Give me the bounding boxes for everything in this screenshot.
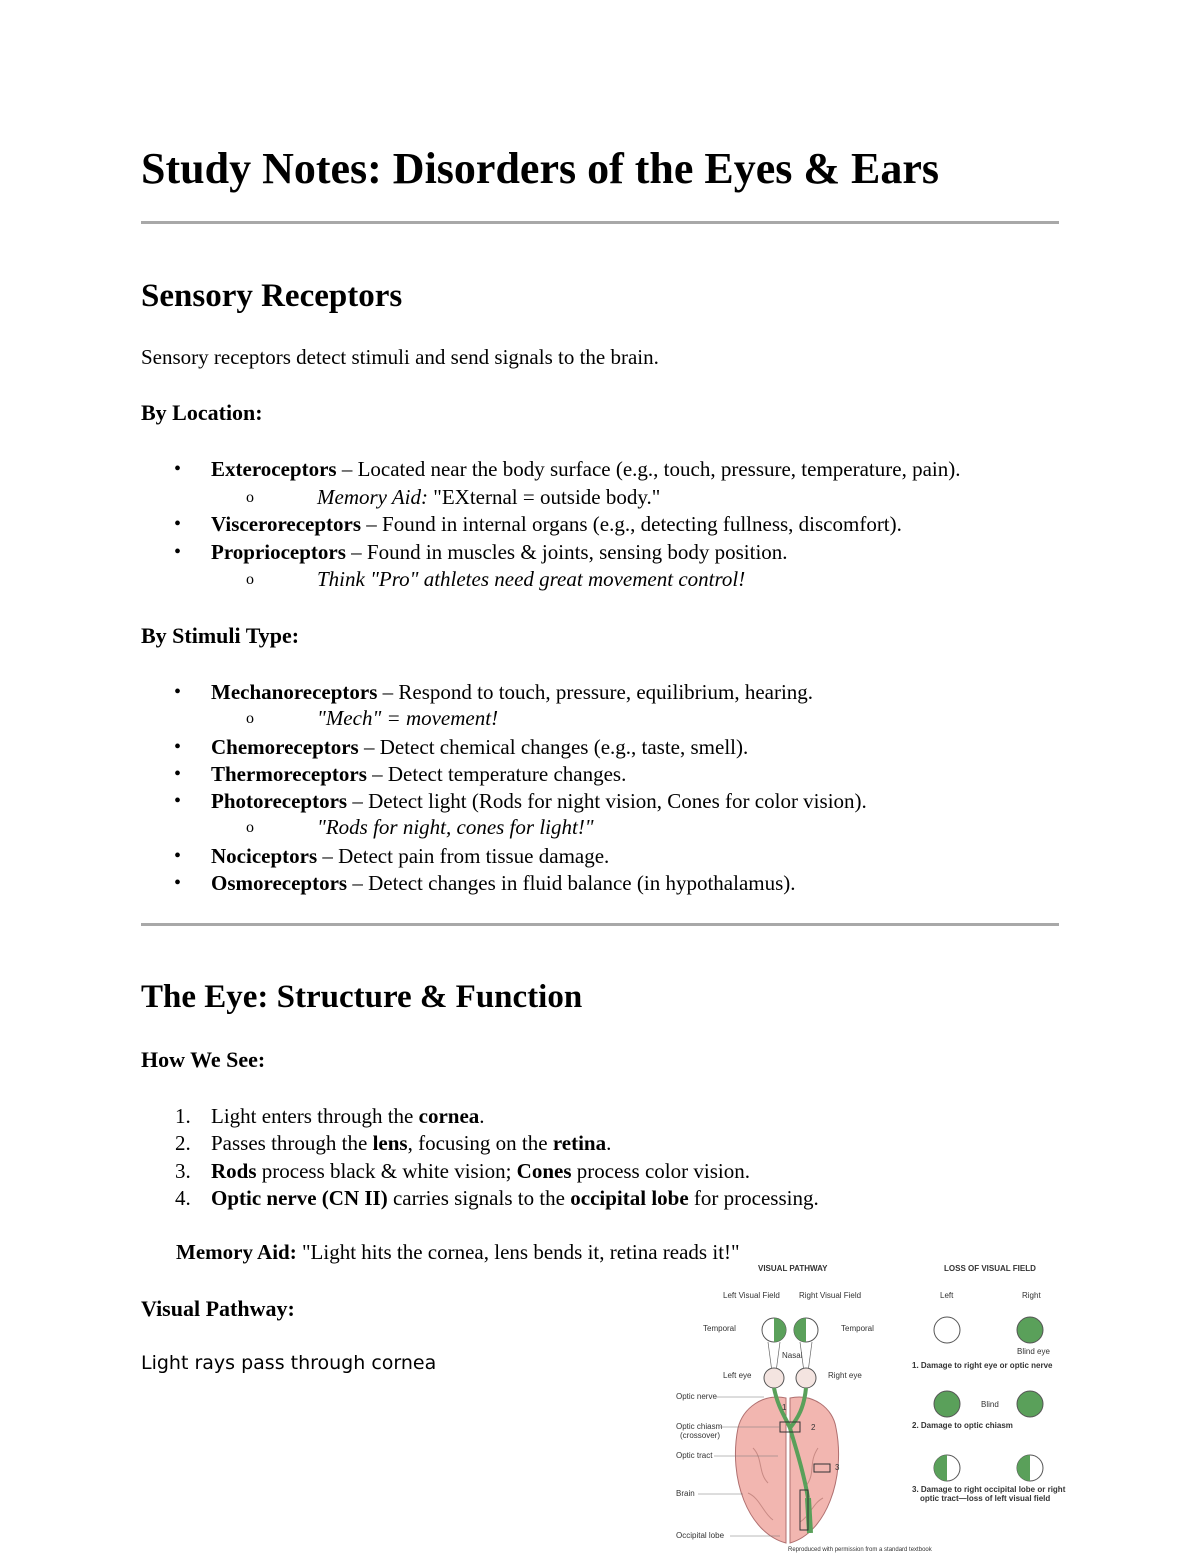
sensory-intro: Sensory receptors detect stimuli and send signals to the brain.	[141, 345, 659, 369]
right-field-circle	[794, 1318, 818, 1342]
sub-bullet: o	[246, 710, 254, 727]
memory-aid: Memory Aid: "Light hits the cornea, lens bends it, retina reads it!"	[176, 1240, 740, 1264]
bullet: •	[174, 541, 182, 563]
damage-1-label: 1. Damage to right eye or optic nerve	[912, 1361, 1053, 1370]
brain-label: Brain	[676, 1489, 695, 1498]
sub-bullet: o	[246, 489, 254, 506]
list-item: Nociceptors – Detect pain from tissue damage.	[211, 844, 610, 868]
damage-3-label-b: optic tract—loss of left visual field	[920, 1494, 1051, 1503]
damage-3-label-a: 3. Damage to right occipital lobe or right	[912, 1485, 1066, 1494]
optic-tract-label: Optic tract	[676, 1451, 713, 1460]
marker-number-1: 1	[782, 1403, 787, 1412]
bullet: •	[174, 872, 182, 894]
blind-eye-label: Blind eye	[1017, 1347, 1050, 1356]
memory-aid: "Rods for night, cones for light!"	[317, 815, 594, 839]
section-heading-eye: The Eye: Structure & Function	[141, 979, 583, 1015]
marker-number-2: 2	[811, 1423, 816, 1432]
bullet: •	[174, 458, 182, 480]
occipital-label: Occipital lobe	[676, 1531, 725, 1540]
step-item: Rods process black & white vision; Cones process color vision.	[211, 1159, 750, 1183]
visual-pathway-text: Light rays pass through cornea	[141, 1352, 437, 1374]
visual-pathway-figure	[668, 1258, 1068, 1553]
nasal-label: Nasal	[782, 1351, 803, 1360]
field-2-left	[934, 1391, 960, 1417]
col-right-label: Right	[1022, 1291, 1041, 1300]
list-item: Proprioceptors – Found in muscles & joints, sensing body position.	[211, 540, 788, 564]
field-3-left	[934, 1455, 960, 1481]
step-number: 4.	[175, 1186, 191, 1210]
col-left-label: Left	[940, 1291, 954, 1300]
bullet: •	[174, 513, 182, 535]
right-field-label: Right Visual Field	[799, 1291, 862, 1300]
field-1-left	[934, 1317, 960, 1343]
list-item: Chemoreceptors – Detect chemical changes (e.g., taste, smell).	[211, 735, 749, 759]
memory-aid: Think "Pro" athletes need great movement control!	[317, 567, 746, 591]
left-eye-label: Left eye	[723, 1371, 752, 1380]
temporal-left-label: Temporal	[703, 1324, 736, 1333]
optic-nerve-label: Optic nerve	[676, 1392, 717, 1401]
list-item: Photoreceptors – Detect light (Rods for night vision, Cones for color vision).	[211, 789, 867, 813]
temporal-right-label: Temporal	[841, 1324, 874, 1333]
subheading-by-location: By Location:	[141, 400, 263, 425]
divider	[141, 923, 1059, 926]
step-item: Optic nerve (CN II) carries signals to the occipital lobe for processing.	[211, 1186, 819, 1210]
left-field-label: Left Visual Field	[723, 1291, 780, 1300]
memory-aid: Memory Aid: "EXternal = outside body."	[317, 485, 661, 509]
list-item: Thermoreceptors – Detect temperature changes.	[211, 762, 627, 786]
step-number: 2.	[175, 1131, 191, 1155]
left-eye-icon	[764, 1368, 784, 1388]
right-eye-label: Right eye	[828, 1371, 862, 1380]
bullet: •	[174, 763, 182, 785]
blind-label: Blind	[981, 1400, 999, 1409]
bullet: •	[174, 736, 182, 758]
bullet: •	[174, 845, 182, 867]
sub-bullet: o	[246, 819, 254, 836]
field-3-right	[1017, 1455, 1043, 1481]
pathway-title: VISUAL PATHWAY	[758, 1264, 828, 1273]
list-item: Exteroceptors – Located near the body surface (e.g., touch, pressure, temperature, pain).	[211, 457, 961, 481]
subheading-how-we-see: How We See:	[141, 1047, 266, 1072]
subheading-visual-pathway: Visual Pathway:	[141, 1296, 295, 1321]
sub-bullet: o	[246, 571, 254, 588]
divider	[141, 221, 1059, 224]
memory-aid: "Mech" = movement!	[317, 706, 499, 730]
loss-title: LOSS OF VISUAL FIELD	[944, 1264, 1036, 1273]
list-item: Osmoreceptors – Detect changes in fluid balance (in hypothalamus).	[211, 871, 796, 895]
bullet: •	[174, 790, 182, 812]
subheading-by-stimuli: By Stimuli Type:	[141, 623, 300, 648]
figure-caption: Reproduced with permission from a standard textbook	[788, 1547, 932, 1553]
crossover-label: (crossover)	[680, 1431, 721, 1440]
step-item: Passes through the lens, focusing on the retina.	[211, 1131, 612, 1155]
left-field-circle	[762, 1318, 786, 1342]
optic-chiasm-label: Optic chiasm	[676, 1422, 723, 1431]
page-title: Study Notes: Disorders of the Eyes & Ears	[141, 144, 940, 193]
list-item: Visceroreceptors – Found in internal organs (e.g., detecting fullness, discomfort).	[211, 512, 902, 536]
bullet: •	[174, 681, 182, 703]
field-2-right	[1017, 1391, 1043, 1417]
section-heading-sensory: Sensory Receptors	[141, 278, 403, 314]
damage-2-label: 2. Damage to optic chiasm	[912, 1421, 1013, 1430]
step-number: 3.	[175, 1159, 191, 1183]
list-item: Mechanoreceptors – Respond to touch, pressure, equilibrium, hearing.	[211, 680, 814, 704]
step-number: 1.	[175, 1104, 191, 1128]
marker-number-3: 3	[835, 1463, 840, 1472]
right-eye-icon	[796, 1368, 816, 1388]
step-item: Light enters through the cornea.	[211, 1104, 485, 1128]
field-1-right	[1017, 1317, 1043, 1343]
